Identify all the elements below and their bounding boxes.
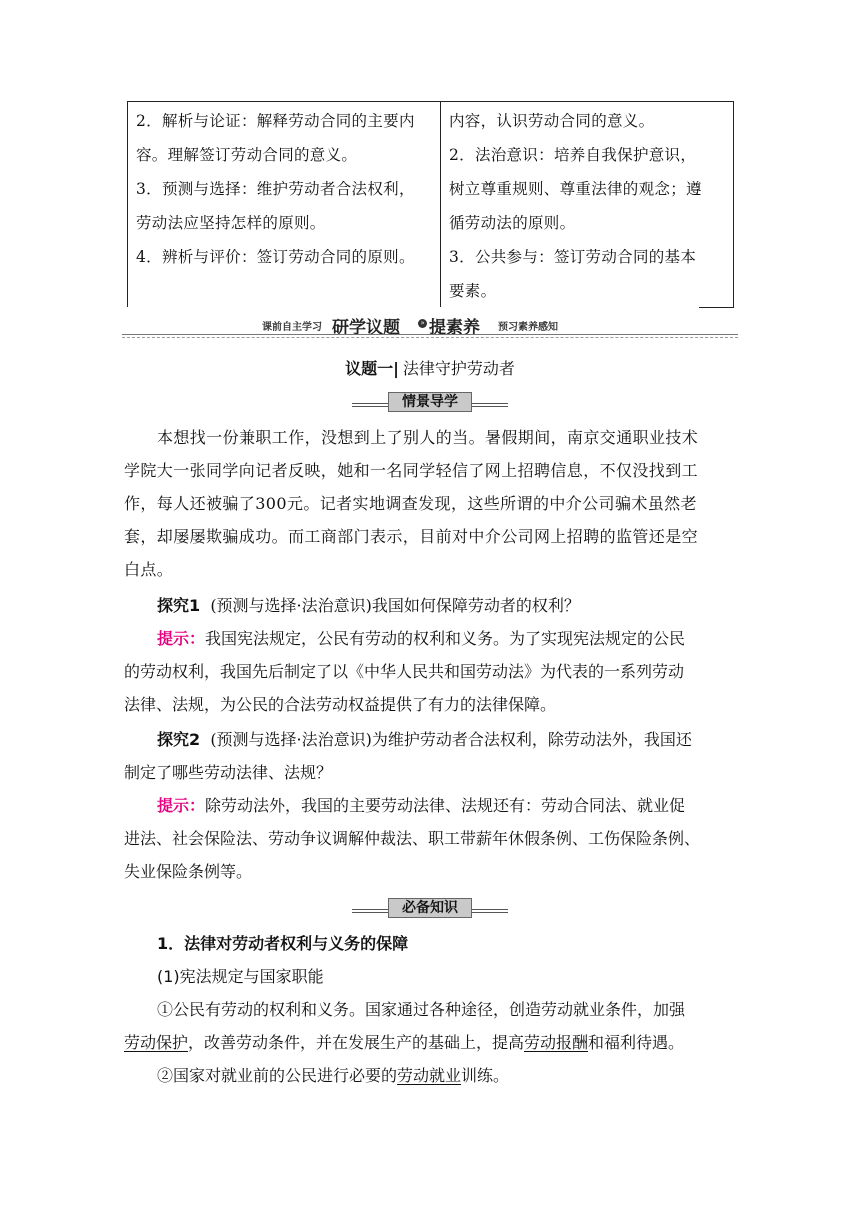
topic-title: 法律守护劳动者	[402, 359, 515, 378]
table-right-line: 内容，认识劳动合同的意义。	[449, 112, 655, 130]
hint-text: 失业保险条例等。	[124, 862, 253, 881]
table-right-line: 要素。	[449, 282, 497, 300]
knowledge-text: 和福利待遇。	[588, 1033, 685, 1052]
knowledge-section	[124, 927, 744, 1092]
scenario-line: 本想找一份兼职工作，没想到上了别人的当。暑假期间，南京交通职业技术	[157, 428, 699, 447]
question-label: 探究2	[157, 730, 201, 749]
section-label-bar	[352, 392, 508, 412]
banner-title-2: 提素养	[429, 318, 480, 338]
scenario-paragraph	[124, 421, 744, 586]
knowledge-text: 训练。	[461, 1066, 510, 1085]
scenario-line: 白点。	[124, 560, 174, 579]
section-banner	[122, 313, 738, 337]
table-right-line: 2．法治意识：培养自我保护意识，	[449, 146, 697, 164]
banner-right-caption: 预习素养感知	[498, 322, 558, 333]
divider	[122, 337, 738, 338]
table-left-line: 3．预测与选择：维护劳动者合法权利，	[136, 180, 415, 198]
question-1	[124, 589, 744, 721]
hint-text: 我国宪法规定，公民有劳动的权利和义务。为了实现宪法规定的公民	[205, 629, 686, 648]
hint-text: 法律、法规，为公民的合法劳动权益提供了有力的法律保障。	[124, 695, 557, 714]
banner-left-caption: 课前自主学习	[262, 322, 322, 333]
section-label-bar	[352, 898, 508, 918]
hint-text: 的劳动权利，我国先后制定了以《中华人民共和国劳动法》为代表的一系列劳动	[124, 662, 685, 681]
table-left-line: 容。理解签订劳动合同的意义。	[136, 146, 358, 164]
banner-title-1: 研学议题	[332, 318, 400, 338]
scenario-line: 套，却屡屡欺骗成功。而工商部门表示，目前对中介公司网上招聘的监管还是空	[124, 527, 699, 546]
hint-text: 进法、社会保险法、劳动争议调解仲裁法、职工带薪年休假条例、工伤保险条例、	[124, 829, 701, 848]
key-term: 劳动保护	[124, 1033, 189, 1052]
knowledge-text: ①公民有劳动的权利和义务。国家通过各种途径，创造劳动就业条件，加强	[157, 1000, 686, 1019]
key-term: 劳动就业	[397, 1066, 462, 1085]
table-right-line: 循劳动法的原则。	[449, 214, 576, 232]
topic-heading	[0, 356, 860, 379]
knowledge-text: ②国家对就业前的公民进行必要的	[157, 1066, 398, 1085]
knowledge-text: ，改善劳动条件，并在发展生产的基础上，提高	[188, 1033, 525, 1052]
table-left-line: 2．解析与论证：解释劳动合同的主要内	[136, 112, 415, 130]
hint-label: 提示：	[157, 629, 206, 648]
hint-label: 提示：	[157, 796, 206, 815]
topic-number: 议题一|	[345, 359, 399, 378]
scenario-line: 学院大一张同学向记者反映，她和一名同学轻信了网上招聘信息，不仅没找到工	[124, 461, 699, 480]
section-label: 必备知识	[388, 898, 472, 918]
question-text: 制定了哪些劳动法律、法规？	[124, 763, 333, 782]
knowledge-subheading: (1)宪法规定与国家职能	[157, 967, 324, 986]
question-text: (预测与选择·法治意识)为维护劳动者合法权利，除劳动法外，我国还	[210, 730, 692, 749]
table-left-column	[128, 102, 441, 307]
table-left-line: 劳动法应坚持怎样的原则。	[136, 214, 326, 232]
knowledge-heading: 1．法律对劳动者权利与义务的保障	[157, 934, 409, 953]
question-2	[124, 723, 744, 888]
table-border	[699, 307, 734, 308]
table-right-line: 3．公共参与：签订劳动合同的基本	[449, 248, 697, 266]
table-left-line: 4．辨析与评价：签订劳动合同的原则。	[136, 248, 415, 266]
scenario-line: 作，每人还被骗了300元。记者实地调查发现，这些所谓的中介公司骗术虽然老	[124, 494, 697, 513]
table-right-line: 树立尊重规则、尊重法律的观念；遵	[449, 180, 702, 198]
divider	[122, 334, 738, 335]
table-border	[733, 102, 734, 307]
key-term: 劳动报酬	[524, 1033, 589, 1052]
chevron-right-icon: »	[418, 319, 427, 328]
hint-text: 除劳动法外，我国的主要劳动法律、法规还有：劳动合同法、就业促	[205, 796, 686, 815]
question-label: 探究1	[157, 596, 201, 615]
objectives-table	[127, 101, 734, 307]
section-label: 情景导学	[388, 392, 472, 412]
table-right-column	[441, 102, 734, 307]
question-text: (预测与选择·法治意识)我国如何保障劳动者的权利？	[210, 596, 580, 615]
